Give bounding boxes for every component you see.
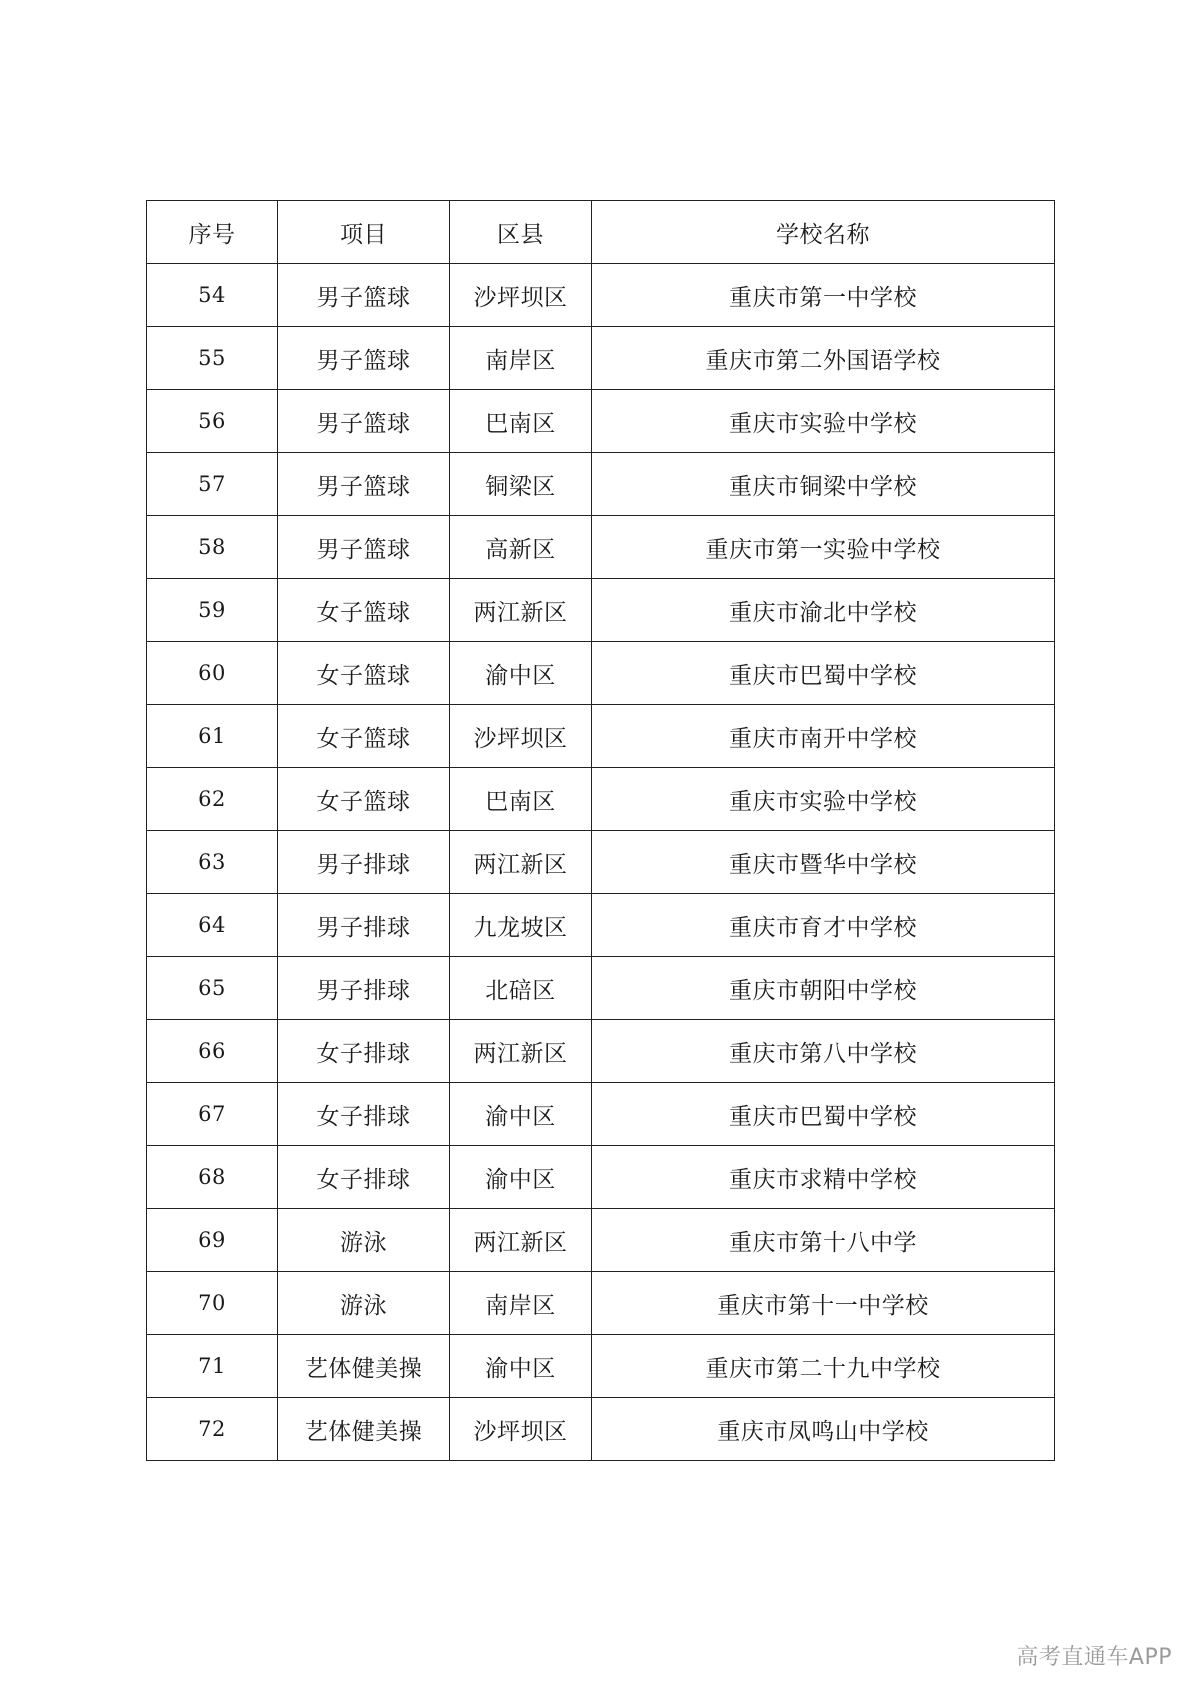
cell-index: 72	[147, 1398, 278, 1461]
cell-project: 游泳	[278, 1209, 450, 1272]
cell-district: 渝中区	[450, 1083, 592, 1146]
cell-project: 女子排球	[278, 1020, 450, 1083]
cell-district: 沙坪坝区	[450, 264, 592, 327]
cell-project: 女子篮球	[278, 768, 450, 831]
cell-project: 女子篮球	[278, 705, 450, 768]
cell-district: 南岸区	[450, 327, 592, 390]
cell-project: 女子排球	[278, 1083, 450, 1146]
cell-index: 60	[147, 642, 278, 705]
cell-school: 重庆市第二外国语学校	[592, 327, 1055, 390]
table-row	[147, 327, 1055, 390]
cell-project: 男子篮球	[278, 264, 450, 327]
cell-district: 两江新区	[450, 579, 592, 642]
header-row	[147, 201, 1055, 264]
cell-index: 63	[147, 831, 278, 894]
cell-project: 男子篮球	[278, 516, 450, 579]
table-row	[147, 1020, 1055, 1083]
table-row	[147, 1335, 1055, 1398]
cell-school: 重庆市铜梁中学校	[592, 453, 1055, 516]
cell-index: 65	[147, 957, 278, 1020]
cell-project: 游泳	[278, 1272, 450, 1335]
table-row	[147, 957, 1055, 1020]
cell-school: 重庆市朝阳中学校	[592, 957, 1055, 1020]
cell-index: 67	[147, 1083, 278, 1146]
header-school: 学校名称	[592, 201, 1055, 264]
cell-project: 男子排球	[278, 831, 450, 894]
cell-project: 女子排球	[278, 1146, 450, 1209]
cell-school: 重庆市第一实验中学校	[592, 516, 1055, 579]
cell-school: 重庆市第二十九中学校	[592, 1335, 1055, 1398]
cell-index: 71	[147, 1335, 278, 1398]
cell-district: 九龙坡区	[450, 894, 592, 957]
cell-district: 高新区	[450, 516, 592, 579]
cell-district: 北碚区	[450, 957, 592, 1020]
cell-school: 重庆市渝北中学校	[592, 579, 1055, 642]
cell-school: 重庆市实验中学校	[592, 390, 1055, 453]
cell-district: 铜梁区	[450, 453, 592, 516]
cell-index: 58	[147, 516, 278, 579]
cell-school: 重庆市凤鸣山中学校	[592, 1398, 1055, 1461]
cell-school: 重庆市实验中学校	[592, 768, 1055, 831]
cell-index: 57	[147, 453, 278, 516]
cell-index: 55	[147, 327, 278, 390]
cell-project: 女子篮球	[278, 642, 450, 705]
cell-district: 沙坪坝区	[450, 1398, 592, 1461]
cell-district: 渝中区	[450, 1146, 592, 1209]
cell-district: 两江新区	[450, 831, 592, 894]
cell-project: 艺体健美操	[278, 1335, 450, 1398]
cell-district: 南岸区	[450, 1272, 592, 1335]
table-row	[147, 390, 1055, 453]
cell-index: 62	[147, 768, 278, 831]
cell-index: 59	[147, 579, 278, 642]
cell-district: 两江新区	[450, 1020, 592, 1083]
header-index: 序号	[147, 201, 278, 264]
table-row	[147, 768, 1055, 831]
table-row	[147, 453, 1055, 516]
cell-school: 重庆市第十八中学	[592, 1209, 1055, 1272]
table-row	[147, 831, 1055, 894]
cell-index: 69	[147, 1209, 278, 1272]
cell-project: 男子排球	[278, 957, 450, 1020]
cell-school: 重庆市暨华中学校	[592, 831, 1055, 894]
table-row	[147, 1146, 1055, 1209]
table-row	[147, 1083, 1055, 1146]
table-row	[147, 264, 1055, 327]
cell-school: 重庆市第一中学校	[592, 264, 1055, 327]
cell-district: 渝中区	[450, 1335, 592, 1398]
cell-index: 68	[147, 1146, 278, 1209]
cell-index: 66	[147, 1020, 278, 1083]
cell-district: 沙坪坝区	[450, 705, 592, 768]
cell-index: 64	[147, 894, 278, 957]
cell-school: 重庆市巴蜀中学校	[592, 1083, 1055, 1146]
cell-district: 巴南区	[450, 390, 592, 453]
header-district: 区县	[450, 201, 592, 264]
header-project: 项目	[278, 201, 450, 264]
cell-district: 两江新区	[450, 1209, 592, 1272]
cell-index: 54	[147, 264, 278, 327]
table-row	[147, 579, 1055, 642]
cell-district: 巴南区	[450, 768, 592, 831]
cell-school: 重庆市第八中学校	[592, 1020, 1055, 1083]
cell-project: 男子篮球	[278, 390, 450, 453]
cell-project: 女子篮球	[278, 579, 450, 642]
cell-school: 重庆市求精中学校	[592, 1146, 1055, 1209]
cell-school: 重庆市南开中学校	[592, 705, 1055, 768]
cell-project: 男子篮球	[278, 327, 450, 390]
table-row	[147, 1209, 1055, 1272]
table-row	[147, 1272, 1055, 1335]
schools-table	[146, 200, 1055, 1461]
table-body	[147, 264, 1055, 1461]
cell-project: 艺体健美操	[278, 1398, 450, 1461]
table-row	[147, 705, 1055, 768]
cell-project: 男子篮球	[278, 453, 450, 516]
table-row	[147, 1398, 1055, 1461]
cell-school: 重庆市第十一中学校	[592, 1272, 1055, 1335]
cell-school: 重庆市巴蜀中学校	[592, 642, 1055, 705]
cell-index: 70	[147, 1272, 278, 1335]
cell-school: 重庆市育才中学校	[592, 894, 1055, 957]
cell-index: 56	[147, 390, 278, 453]
table-row	[147, 516, 1055, 579]
cell-project: 男子排球	[278, 894, 450, 957]
watermark: 高考直通车APP	[1016, 1645, 1172, 1670]
cell-index: 61	[147, 705, 278, 768]
table-row	[147, 642, 1055, 705]
table-header	[147, 201, 1055, 264]
cell-district: 渝中区	[450, 642, 592, 705]
table-row	[147, 894, 1055, 957]
